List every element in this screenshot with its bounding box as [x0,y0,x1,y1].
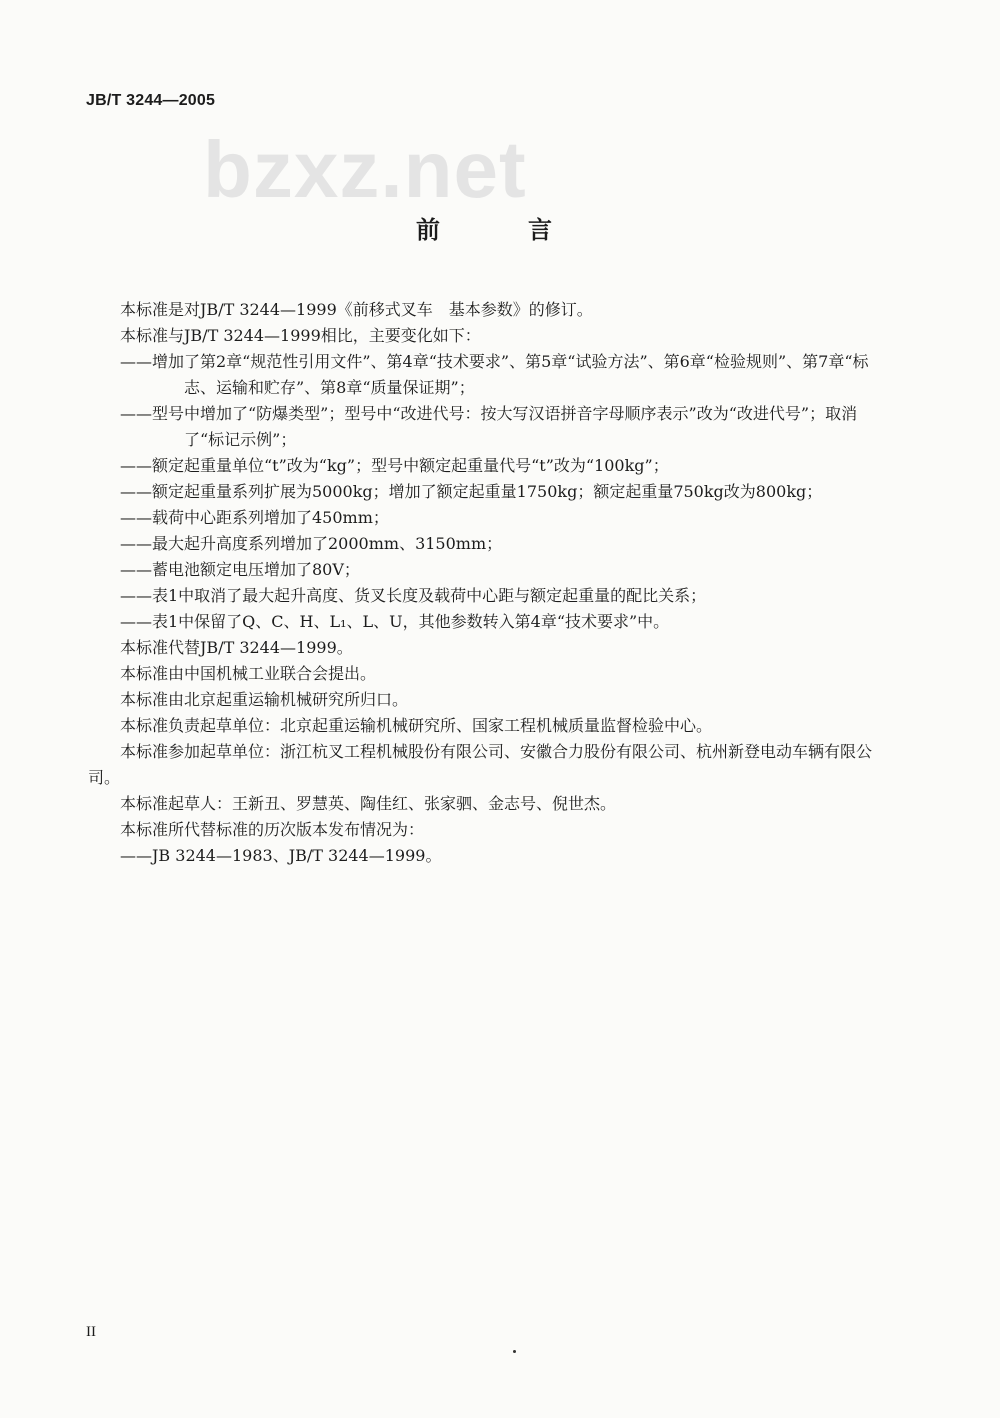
change-item: ——额定起重量系列扩展为5000kg；增加了额定起重量1750kg；额定起重量750kg改为800kg； [120,482,823,501]
paragraph-replaces: 本标准代替JB/T 3244—1999。 [120,638,353,657]
change-item: ——额定起重量单位“t”改为“kg”；型号中额定起重量代号“t”改为“100kg”； [120,456,669,475]
scan-speck [513,1350,516,1353]
paragraph-lead-drafter: 本标准负责起草单位：北京起重运输机械研究所、国家工程机械质量监督检验中心。 [120,716,713,735]
history-item: ——JB 3244—1983、JB/T 3244—1999。 [120,846,442,865]
change-item: ——表1中取消了最大起升高度、货叉长度及载荷中心距与额定起重量的配比关系； [120,586,707,605]
change-item: ——载荷中心距系列增加了450mm； [120,508,389,527]
paragraph-drafters: 本标准起草人：王新丑、罗慧英、陶佳红、张家驷、金志号、倪世杰。 [120,794,617,813]
paragraph-administrator: 本标准由北京起重运输机械研究所归口。 [120,690,409,709]
paragraph-history-intro: 本标准所代替标准的历次版本发布情况为： [120,820,425,839]
page-number: II [86,1324,96,1340]
watermark: bzxz.net [203,125,527,214]
change-item: ——增加了第2章“规范性引用文件”、第4章“技术要求”、第5章“试验方法”、第6章“检验规则”、第7章“标志、运输和贮存”、第8章“质量保证期”； [120,352,869,397]
paragraph-revision: 本标准是对JB/T 3244—1999《前移式叉车 基本参数》的修订。 [120,300,593,319]
paragraph-participating-drafters: 本标准参加起草单位：浙江杭叉工程机械股份有限公司、安徽合力股份有限公司、杭州新登电动车辆有限公司。 [88,742,873,787]
change-item: ——型号中增加了“防爆类型”；型号中“改进代号：按大写汉语拼音字母顺序表示”改为“改进代号”；取消了“标记示例”； [120,404,858,449]
paragraph-proposer: 本标准由中国机械工业联合会提出。 [120,664,377,683]
change-item: ——最大起升高度系列增加了2000mm、3150mm； [120,534,503,553]
page-title: 前 言 [416,216,584,244]
change-item: ——表1中保留了Q、C、H、L₁、L、U，其他参数转入第4章“技术要求”中。 [120,612,670,631]
change-item: ——蓄电池额定电压增加了80V； [120,560,360,579]
paragraph-changes-intro: 本标准与JB/T 3244—1999相比，主要变化如下： [120,326,481,345]
foreword-body [88,297,894,869]
standard-code-header: JB/T 3244—2005 [86,92,216,109]
